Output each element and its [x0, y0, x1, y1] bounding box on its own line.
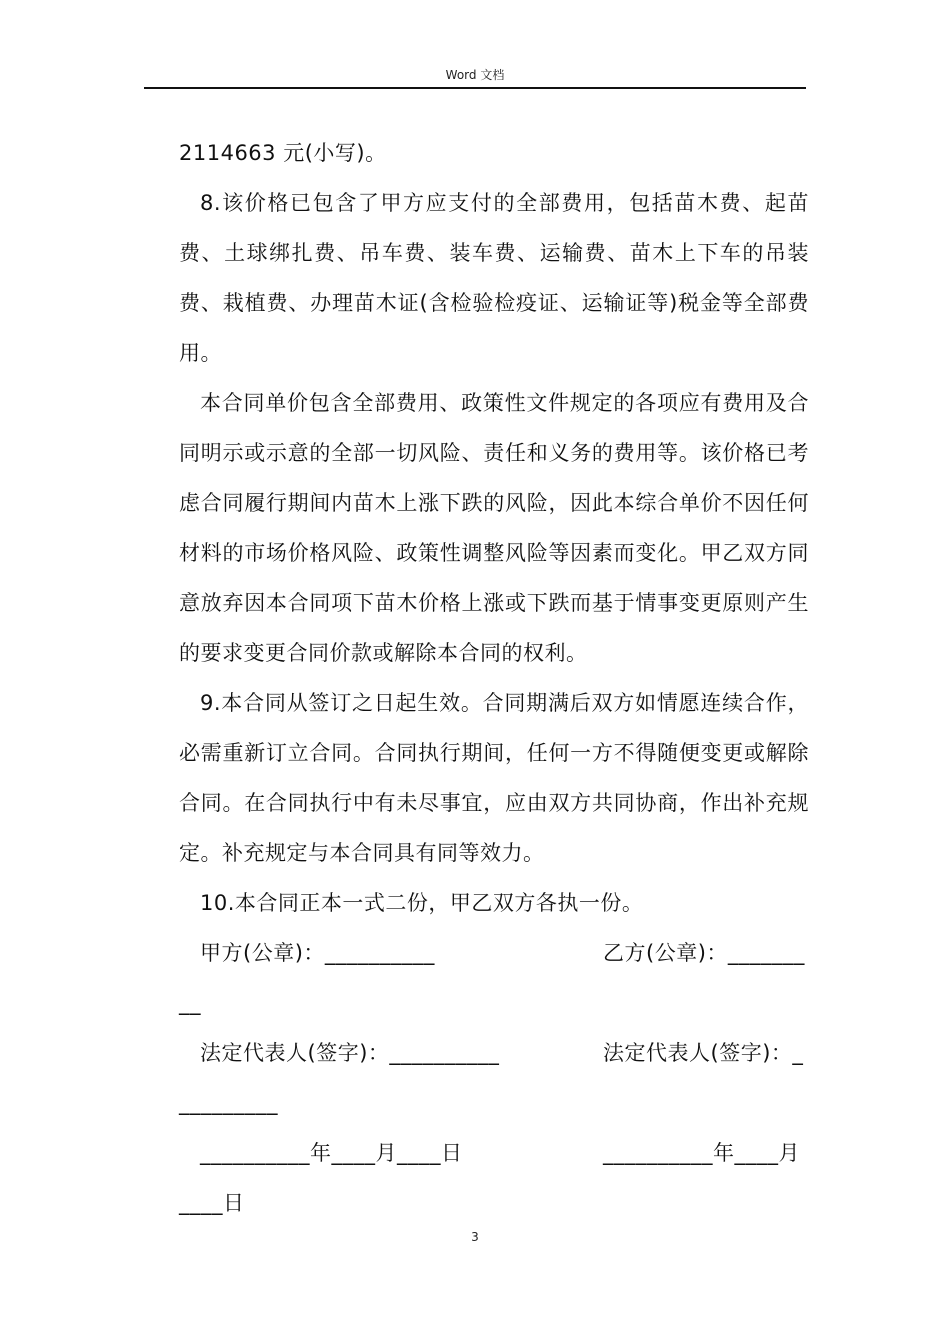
party-a-date: __________年____月____日	[200, 1141, 463, 1165]
document-body	[179, 128, 809, 1228]
party-a-seal: 甲方(公章)：__________	[200, 941, 435, 965]
paragraph-amount: 2114663 元(小写)。	[179, 141, 387, 165]
representative-line	[179, 1028, 809, 1078]
paragraph-clause-8: 8.该价格已包含了甲方应支付的全部费用，包括苗木费、起苗费、土球绑扎费、吊车费、装车费、运输费、苗木上下车的吊装费、栽植费、办理苗木证(含检验检疫证、运输证等)税金等全部费用。	[179, 191, 809, 365]
party-b-seal-continuation: __	[179, 991, 201, 1015]
header-divider	[144, 87, 806, 89]
paragraph-clause-10: 10.本合同正本一式二份，甲乙双方各执一份。	[200, 891, 644, 915]
paragraph-clause-9: 9.本合同从签订之日起生效。合同期满后双方如情愿连续合作，必需重新订立合同。合同执行期间，任何一方不得随便变更或解除合同。在合同执行中有未尽事宜，应由双方共同协商，作出补充规定。补充规定与本合同具有同等效力。	[179, 691, 809, 865]
seal-line	[179, 928, 809, 978]
paragraph-unit-price: 本合同单价包含全部费用、政策性文件规定的各项应有费用及合同明示或示意的全部一切风险、责任和义务的费用等。该价格已考虑合同履行期间内苗木上涨下跌的风险，因此本综合单价不因任何材料的市场价格风险、政策性调整风险等因素而变化。甲乙双方同意放弃因本合同项下苗木价格上涨或下跌而基于情事变更原则产生的要求变更合同价款或解除本合同的权利。	[179, 391, 809, 665]
page-header: Word 文档	[445, 68, 505, 82]
party-b-seal: 乙方(公章)：_______	[603, 941, 805, 965]
party-b-representative: 法定代表人(签字)：_	[603, 1041, 804, 1065]
party-b-representative-continuation: _________	[179, 1091, 278, 1115]
party-b-date-continuation: ____日	[179, 1191, 245, 1215]
page-number: 3	[471, 1230, 479, 1244]
date-line	[179, 1128, 809, 1178]
party-a-representative: 法定代表人(签字)：__________	[200, 1041, 500, 1065]
party-b-date: __________年____月	[603, 1141, 800, 1165]
